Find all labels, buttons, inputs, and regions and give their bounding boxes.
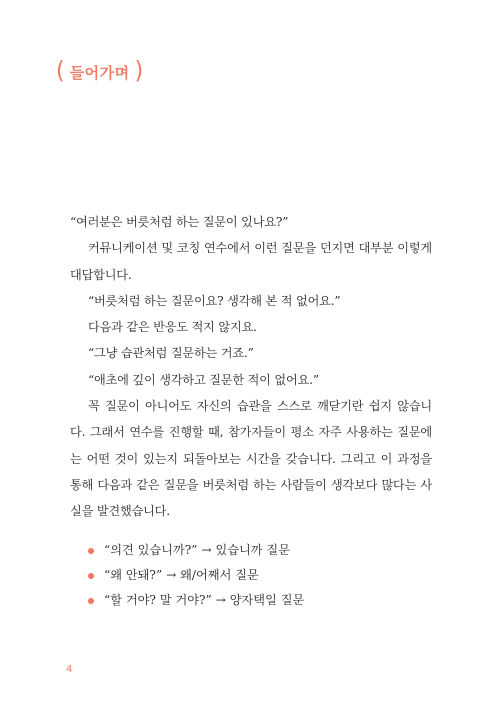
bullet-dot-icon: [88, 598, 94, 604]
page-number: 4: [66, 664, 73, 675]
bullet-dot-icon: [88, 548, 94, 554]
section-title: 들어가며: [69, 63, 130, 82]
list-item: [88, 563, 304, 588]
list-item-text: “할 거야? 말 거야?” → 양자택일 질문: [104, 593, 305, 607]
paragraph: 커뮤니케이션 및 코칭 연수에서 이런 질문을 던지면 대부분 이렇게 대답합니다.: [70, 241, 432, 282]
list-item: [88, 588, 304, 613]
list-item: [88, 538, 304, 563]
open-bracket: (: [56, 57, 65, 86]
close-bracket: ): [134, 57, 144, 86]
paragraph: “여러분은 버릇처럼 하는 질문이 있나요?”: [70, 215, 289, 229]
bullet-list: [88, 538, 304, 613]
paragraph: “버릇처럼 하는 질문이요? 생각해 본 적 없어요.”: [88, 293, 341, 308]
list-item-text: “왜 안돼?” → 왜/어째서 질문: [104, 568, 259, 582]
paragraph: 다음과 같은 반응도 적지 않지요.: [88, 320, 257, 335]
bullet-dot-icon: [88, 573, 94, 579]
paragraph: 꼭 질문이 아니어도 자신의 습관을 스스로 깨닫기란 쉽지 않습니다. 그래서 연수를 진행할 때, 참가자들이 평소 자주 사용하는 질문에는 어떤 것이 있는지 되돌아보는 시간을 갖습니다. 그리고 이 과정을 통해 다음과 같은 질문을 버릇처럼 하는 사람들이 생각보다 많다는 사실을 발견했습니다.: [70, 399, 432, 519]
paragraph: “그냥 습관처럼 질문하는 거죠.”: [88, 346, 254, 361]
paragraph: “애초에 깊이 생각하고 질문한 적이 없어요.”: [88, 372, 319, 387]
list-item-text: “의견 있습니까?” → 있습니까 질문: [104, 543, 290, 557]
body-text: [70, 209, 432, 525]
section-header: [56, 57, 144, 86]
